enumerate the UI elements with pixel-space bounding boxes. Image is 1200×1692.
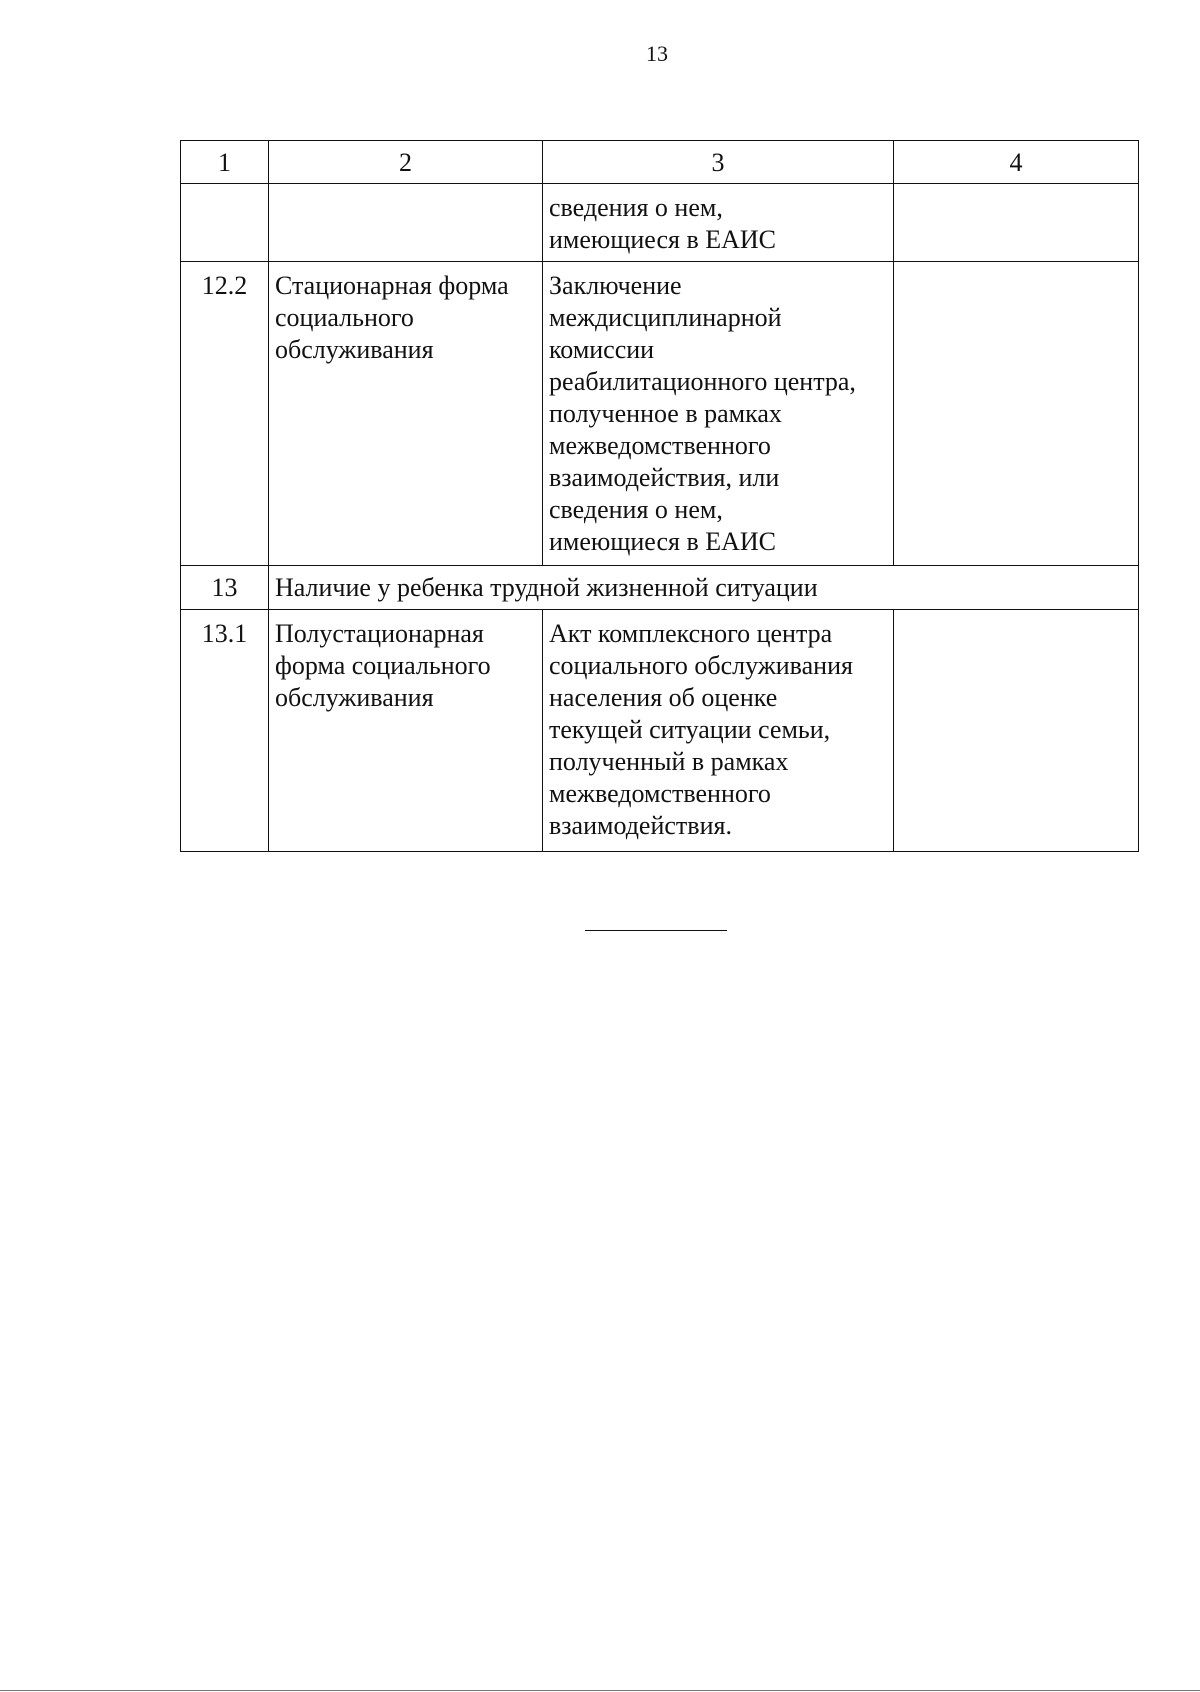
section-row — [181, 566, 1139, 610]
section-number-cell: 13 — [181, 566, 269, 610]
table-row — [181, 262, 1139, 566]
table-header-row — [181, 141, 1139, 184]
document-cell: Акт комплексного центра социального обслуживания населения об оценке текущей ситуации семьи, полученный в рамках межведомственного взаимодействия. — [543, 610, 894, 852]
scan-bottom-edge — [0, 1690, 1200, 1691]
service-form-cell: Стационарная форма социального обслуживания — [269, 262, 543, 566]
row-number-cell — [181, 184, 269, 262]
table-row — [181, 184, 1139, 262]
row-number-cell: 12.2 — [181, 262, 269, 566]
service-form-cell — [269, 184, 543, 262]
column-header-3: 3 — [543, 141, 894, 184]
table-row — [181, 610, 1139, 852]
document-cell: сведения о нем, имеющиеся в ЕАИС — [543, 184, 894, 262]
row-number-cell: 13.1 — [181, 610, 269, 852]
page-number: 13 — [646, 41, 668, 66]
section-title-cell: Наличие у ребенка трудной жизненной ситуации — [269, 566, 1139, 610]
service-form-cell: Полустационарная форма социального обслуживания — [269, 610, 543, 852]
column-header-4: 4 — [894, 141, 1139, 184]
column-header-1: 1 — [181, 141, 269, 184]
note-cell — [894, 262, 1139, 566]
end-of-document-rule — [585, 930, 727, 931]
document-cell: Заключение междисциплинарной комиссии реабилитационного центра, полученное в рамках межведомственного взаимодействия, или сведения о нем, имеющиеся в ЕАИС — [543, 262, 894, 566]
note-cell — [894, 610, 1139, 852]
column-header-2: 2 — [269, 141, 543, 184]
requirements-table — [180, 140, 1139, 852]
note-cell — [894, 184, 1139, 262]
